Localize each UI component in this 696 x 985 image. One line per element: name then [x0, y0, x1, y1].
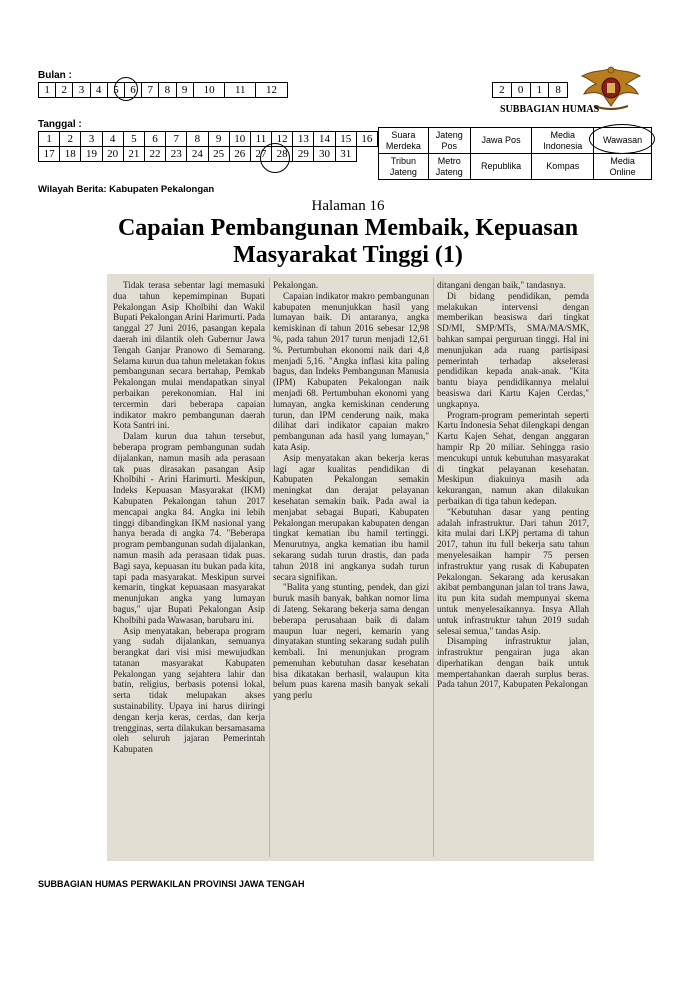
org-label: SUBBAGIAN HUMAS	[500, 104, 600, 115]
media-cell: Media Indonesia	[532, 128, 594, 154]
article-paragraph: "Kebutuhan dasar yang penting adalah infrastruktur. Dari tahun 2017, kita mulai dari LKPj pertama di tahun 2017, tahun itu full bekerja satu tahun menyelesaikan hampir 75 persen infrastruktur yang rusak di Kabupaten Pekalongan. Sekarang ada kerusakan akibat pembangunan jalan tol trans Jawa, itu pun kita sudah mempunyai skema untuk menyelesaikannya. Insya Allah untuk infrastruktur tahun 2019 sudah selesai semua," tandas Asip.	[437, 506, 589, 636]
tanggal-label: Tanggal :	[38, 119, 82, 130]
month-selection-circle	[114, 77, 138, 101]
date-cell: 16	[356, 132, 377, 147]
article-paragraph: "Balita yang stunting, pendek, dan gizi buruk masih banyak, bahkan nomor lima di Jateng. Sekarang bekerja sama dengan beberapa perusahaan baik di dalam maupun luar negeri, kemarin yang dinyatakan stunting sekarang sudah pulih kembali. Ini menunjukan program pemenuhan kebutuhan dasar kesehatan bisa dikatakan berhasil, walaupun kita belum puas karena masih banyak sekali yang perlu	[273, 582, 429, 701]
media-cell: Jawa Pos	[470, 128, 532, 154]
date-cell: 13	[293, 132, 314, 147]
article-paragraph: Capaian indikator makro pembangunan kabupaten menunjukkan hasil yang lumayan baik. Di antaranya, angka kemiskinan di tahun 2016 sebesar 12,98 %, pada tahun 2017 turun menjadi 12,61 %. Pertumbuhan ekonomi naik dari 4,8 menjadi 5,16. "Angka inflasi kita paling bagus, dan Indeks Pembangunan Manusia (IPM) Kabupaten Pekalongan naik menjadi 68. Pertumbuhan ekonomi yang lumayan, angka kemiskinan cenderung turun, dan IPM cenderung naik, maka dilihat dari indikator capaian makro pembangunan ada hasil yang lumayan," kata Asip.	[273, 290, 429, 452]
media-row-2	[379, 154, 652, 180]
date-cell: 29	[293, 147, 314, 162]
date-cell: 9	[208, 132, 229, 147]
date-selection-circle	[260, 143, 290, 173]
date-cell: 4	[102, 132, 123, 147]
article-paragraph: Program-program pemerintah seperti Kartu Indonesia Sehat dilengkapi dengan Kartu Kajen Sehat, dengan anggaran hampir Rp 20 miliar. Sehingga rasio mencukupi untuk kebutuhan masyarakat di tingkat pelayanan kesehatan. Meskipun diakuinya masih ada kekurangan, namun akan dilakukan perbaikan di tiga tahun kedepan.	[437, 409, 589, 506]
date-cell-selected: 28	[272, 147, 293, 162]
date-cell: 23	[166, 147, 187, 162]
date-cell: 20	[102, 147, 123, 162]
headline-line-1: Capaian Pembangunan Membaik, Kepuasan	[117, 215, 579, 241]
date-cell	[356, 147, 377, 162]
article-paragraph: Disamping infrastruktur jalan, infrastruktur pengairan juga akan diperhatikan dengan baik untuk mempertahankan daerah surplus beras. Pada tahun 2017, Kabupaten Pekalongan	[437, 636, 589, 690]
month-cell: 9	[176, 83, 193, 98]
month-cell: 8	[159, 83, 176, 98]
month-cell-selected: 5	[107, 83, 124, 98]
date-cell: 8	[187, 132, 208, 147]
date-cell: 6	[144, 132, 165, 147]
year-row	[493, 83, 568, 98]
date-cell: 30	[314, 147, 335, 162]
media-cell: Suara Merdeka	[379, 128, 429, 154]
date-cell: 10	[229, 132, 250, 147]
date-cell: 25	[208, 147, 229, 162]
media-cell: Media Online	[594, 154, 652, 180]
article-paragraph: Tidak terasa sebentar lagi memasuki dua tahun kepemimpinan Bupati Pekalongan Asip Kholbihi dan Wakil Bupati Pekalongan Arini Harimurti. Pada tanggal 27 Juni 2016, pasangan kepala daerah ini dilantik oleh Gubernur Jawa Tengah Ganjar Pranowo di Semarang. Selama kurun dua tahun meletakan fokus pembangunan secara bertahap, Pemkab Pekalongan mulai mendapatkan sinyal perbaikan perekonomian. Hal ini tercermin dari beberapa capaian indikator makro pembangunan daerah Kota Santri ini.	[113, 280, 265, 431]
year-digit: 0	[511, 83, 530, 98]
date-cell: 2	[60, 132, 81, 147]
bulan-grid	[38, 82, 288, 98]
media-cell: Metro Jateng	[428, 154, 470, 180]
article-column-1	[113, 280, 265, 857]
date-cell: 12	[272, 132, 293, 147]
date-cell: 19	[81, 147, 102, 162]
headline	[40, 215, 656, 269]
bulan-row	[39, 83, 288, 98]
month-cell: 1	[39, 83, 56, 98]
media-selection-circle	[589, 124, 655, 154]
year-box	[492, 82, 568, 98]
date-cell: 11	[250, 132, 271, 147]
media-cell: Jateng Pos	[428, 128, 470, 154]
article-paragraph: Asip menyatakan akan bekerja keras lagi agar kualitas pendidikan di Kabupaten Pekalongan semakin meningkat dan derajat pelayanan kesehatan semakin baik. Pada awal ia menjabat sebagai Bupati, Kabupaten Pekalongan merupakan kabupaten dengan tingkat kematian ibu hamil tertinggi. Menurutnya, angka kematian ibu hamil sekarang sudah turun drastis, dan pada tahun 2018 ini angkanya sudah turun secara signifikan.	[273, 452, 429, 582]
tanggal-grid	[38, 131, 378, 162]
month-cell: 12	[256, 83, 288, 98]
date-cell: 31	[335, 147, 356, 162]
year-digit: 8	[549, 83, 568, 98]
year-digit: 1	[530, 83, 549, 98]
column-divider	[269, 278, 270, 857]
footer-label: SUBBAGIAN HUMAS PERWAKILAN PROVINSI JAWA TENGAH	[38, 879, 305, 889]
article-paragraph: Pekalongan.	[273, 280, 319, 290]
month-cell: 3	[73, 83, 90, 98]
headline-line-2: Masyarakat Tinggi (1)	[233, 242, 463, 268]
media-cell: Tribun Jateng	[379, 154, 429, 180]
year-digit: 2	[493, 83, 512, 98]
wilayah-label: Wilayah Berita: Kabupaten Pekalongan	[38, 184, 215, 195]
column-divider	[433, 278, 434, 857]
media-cell: Republika	[470, 154, 532, 180]
article-paragraph: Asip menyatakan, beberapa program yang sudah dijalankan, semuanya berangkat dari visi misi mewujudkan tatanan masyarakat Kabupaten Pekalongan yang sejahtera lahir dan batin, religius, berbasis potensi lokal, serta tidak melupakan akses sustainability. Upaya ini harus diiringi dengan kerja keras, cerdas, dan kerja trengginas, serta dilakukan bersamasama oleh seluruh jajaran Pemerintah Kabupaten	[113, 625, 265, 755]
date-cell: 22	[144, 147, 165, 162]
tanggal-row-1	[39, 132, 378, 147]
date-cell: 24	[187, 147, 208, 162]
month-cell: 10	[193, 83, 225, 98]
article-paragraph: ditangani dengan baik," tandasnya.	[437, 280, 566, 290]
month-cell: 7	[142, 83, 159, 98]
date-cell: 3	[81, 132, 102, 147]
date-cell: 26	[229, 147, 250, 162]
media-cell-selected: Wawasan	[594, 128, 652, 154]
article-column-2	[273, 280, 429, 857]
month-cell: 2	[56, 83, 73, 98]
article-paragraph: Dalam kurun dua tahun tersebut, beberapa program pembangunan sudah dijalankan, namun masih ada perasaan tak puas dirasakan pasangan Asip Kholbihi - Arini Harimurti. Meskipun, Indeks Kepuasan Masyarakat (IKM) Kabupaten Pekalongan tahun 2017 mencapai angka 84. Angka ini lebih tinggi dibandingkan IKM nasional yang hanya berada di angka 74. "Beberapa program pembangunan sudah dijalankan, namun masih ada perasaan tidak puas. Bagi saya, kepuasan itu bukan pada kita, tapi pada masyarakat. Meskipun survei kemarin, tingkat kepuasaan masyarakat menunjukan angka yang lumayan bagus," ujar Bupati Pekalongan Asip Kholbihi pada Wawasan, barubaru ini.	[113, 431, 265, 625]
month-cell: 4	[90, 83, 107, 98]
date-cell: 18	[60, 147, 81, 162]
date-cell: 5	[123, 132, 144, 147]
newspaper-clipping	[107, 274, 594, 861]
date-cell: 7	[166, 132, 187, 147]
date-cell: 17	[39, 147, 60, 162]
bulan-label: Bulan :	[38, 70, 72, 81]
date-cell: 27	[250, 147, 271, 162]
date-cell: 15	[335, 132, 356, 147]
month-cell: 11	[225, 83, 256, 98]
media-cell: Kompas	[532, 154, 594, 180]
date-cell: 14	[314, 132, 335, 147]
tanggal-row-2	[39, 147, 378, 162]
date-cell: 21	[123, 147, 144, 162]
date-cell: 1	[39, 132, 60, 147]
month-cell: 6	[124, 83, 141, 98]
article-paragraph: Di bidang pendidikan, pemda melakukan intervensi dengan memberikan beasiswa dari tingkat SD/MI, SMP/MTs, SMA/MA/SMK, bahkan sampai perguruan tinggi. Hal ini menunjukan ada ruang partisipasi pemerintah terhadap akselerasi pendidikan kepada anak-anak. "Kita bantu biaya pendidikannya melalui beasiswa dari Kartu Kajen Cerdas," ungkapnya.	[437, 290, 589, 409]
article-column-3	[437, 280, 589, 857]
page-number: Halaman 16	[311, 198, 385, 214]
